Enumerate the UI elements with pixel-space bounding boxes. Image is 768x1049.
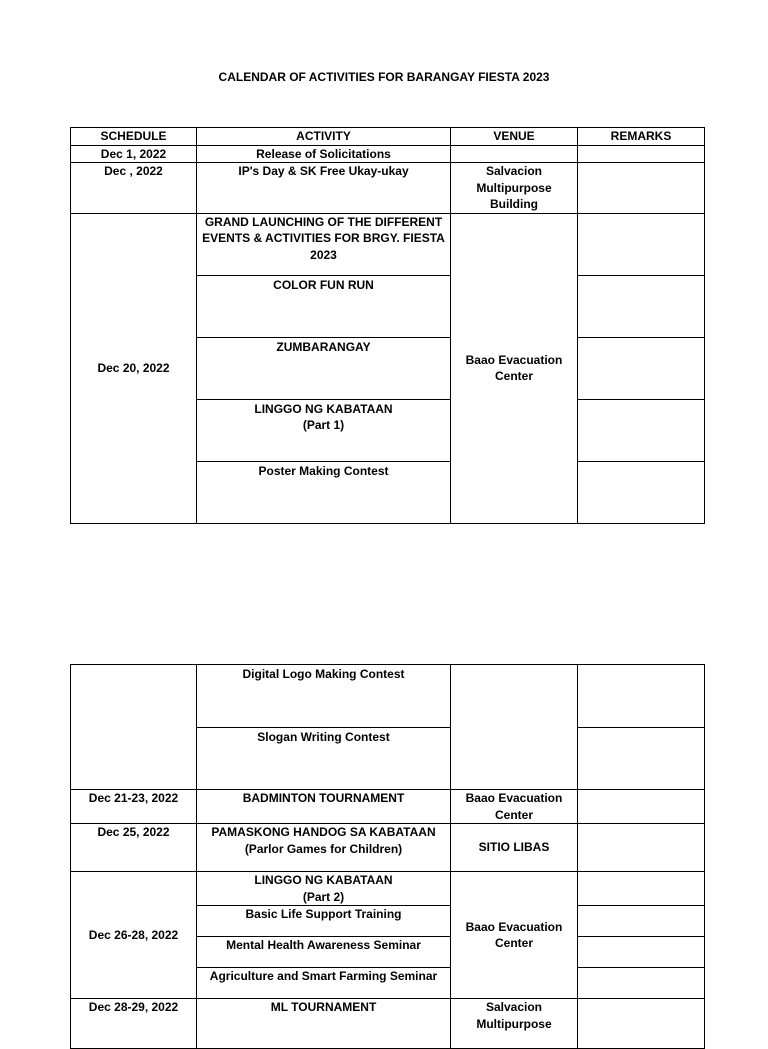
remarks-cell [578,461,705,523]
table-row [71,163,705,214]
header-remarks: REMARKS [578,128,705,146]
venue-cell: Salvacion Multipurpose [451,999,578,1049]
activity-cell: Poster Making Contest [197,461,451,523]
venue-cell: Baao Evacuation Center [451,213,578,523]
table-row [71,872,705,906]
activity-cell: Agriculture and Smart Farming Seminar [197,968,451,999]
activity-cell: GRAND LAUNCHING OF THE DIFFERENT EVENTS & ACTIVITIES FOR BRGY. FIESTA 2023 [197,213,451,275]
remarks-cell [578,790,705,824]
table-row [71,824,705,872]
schedule-cell: Dec 25, 2022 [71,824,197,872]
table-row [71,145,705,163]
activity-cell: LINGGO NG KABATAAN (Part 2) [197,872,451,906]
remarks-cell [578,275,705,337]
table-row [71,790,705,824]
remarks-cell [578,399,705,461]
document-title: CALENDAR OF ACTIVITIES FOR BARANGAY FIESTA 2023 [218,70,550,84]
remarks-cell [578,968,705,999]
remarks-cell [578,937,705,968]
venue-cell: SITIO LIBAS [451,824,578,872]
schedule-cell: Dec 26-28, 2022 [71,872,197,999]
venue-cell: Salvacion Multipurpose Building [451,163,578,214]
activity-cell: BADMINTON TOURNAMENT [197,790,451,824]
activity-cell: Release of Solicitations [197,145,451,163]
header-activity: ACTIVITY [197,128,451,146]
venue-cell [451,665,578,790]
header-venue: VENUE [451,128,578,146]
activity-cell: IP's Day & SK Free Ukay-ukay [197,163,451,214]
table-header-row [71,128,705,146]
remarks-cell [578,213,705,275]
remarks-cell [578,337,705,399]
activity-cell: Basic Life Support Training [197,906,451,937]
activities-table-page2 [70,664,705,1049]
remarks-cell [578,824,705,872]
activities-table-page1 [70,127,705,524]
activity-cell: PAMASKONG HANDOG SA KABATAAN (Parlor Games for Children) [197,824,451,872]
venue-cell: Baao Evacuation Center [451,872,578,999]
table-row [71,213,705,275]
remarks-cell [578,145,705,163]
activity-cell: ZUMBARANGAY [197,337,451,399]
activity-cell: Mental Health Awareness Seminar [197,937,451,968]
remarks-cell [578,872,705,906]
remarks-cell [578,906,705,937]
activity-cell: Slogan Writing Contest [197,728,451,790]
venue-cell: Baao Evacuation Center [451,790,578,824]
remarks-cell [578,163,705,214]
activity-cell: ML TOURNAMENT [197,999,451,1049]
activity-cell: LINGGO NG KABATAAN (Part 1) [197,399,451,461]
venue-cell [451,145,578,163]
activity-cell: COLOR FUN RUN [197,275,451,337]
schedule-cell [71,665,197,790]
remarks-cell [578,728,705,790]
schedule-cell: Dec , 2022 [71,163,197,214]
schedule-cell: Dec 1, 2022 [71,145,197,163]
schedule-cell: Dec 28-29, 2022 [71,999,197,1049]
schedule-cell: Dec 20, 2022 [71,213,197,523]
header-schedule: SCHEDULE [71,128,197,146]
remarks-cell [578,665,705,728]
table-row [71,665,705,728]
activity-cell: Digital Logo Making Contest [197,665,451,728]
schedule-cell: Dec 21-23, 2022 [71,790,197,824]
